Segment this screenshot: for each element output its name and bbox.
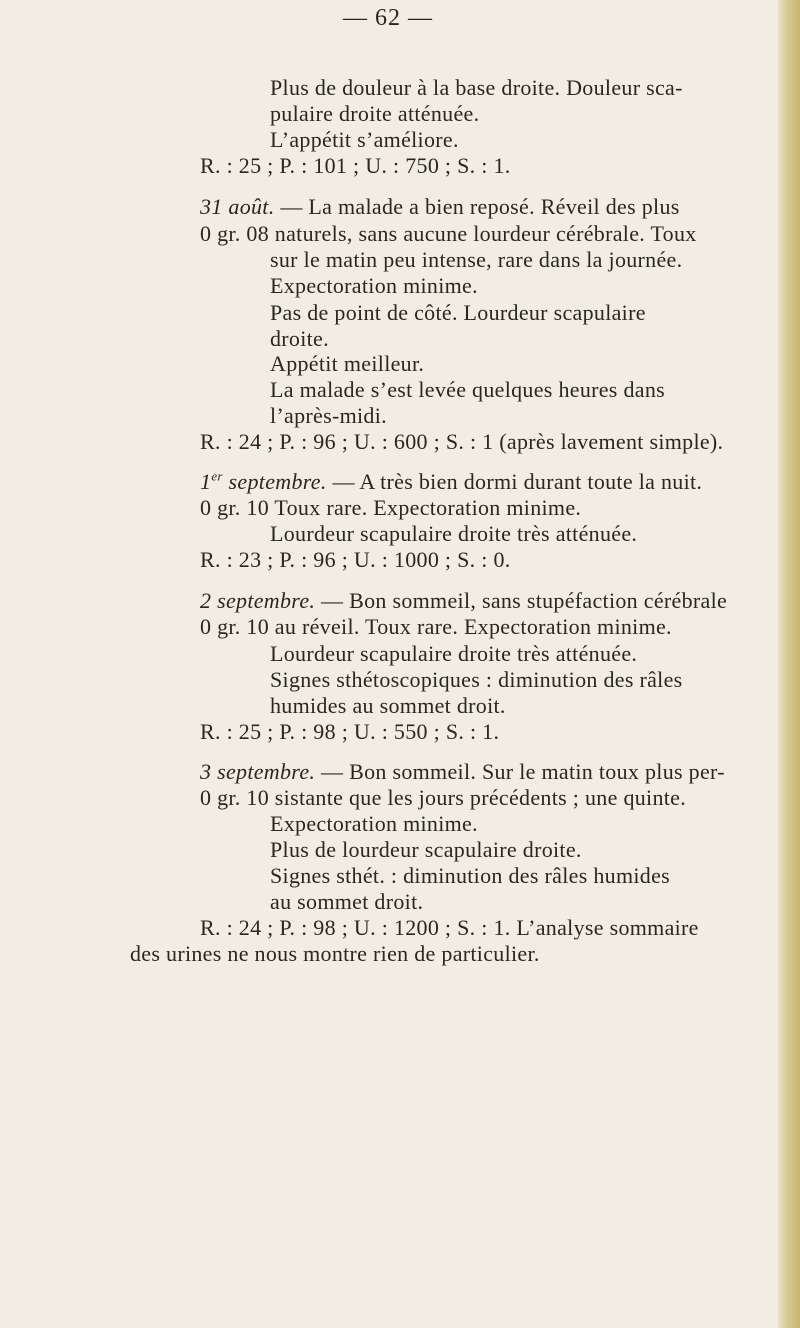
text-line: des urines ne nous montre rien de particulier. (130, 941, 540, 966)
text-line: Signes sthétoscopiques : diminution des râles (270, 667, 683, 692)
text-line: au sommet droit. (270, 889, 424, 914)
entry-heading-2-septembre (200, 587, 727, 615)
entry-date: 31 août. (200, 194, 275, 219)
text-line: Lourdeur scapulaire droite très atténuée. (270, 521, 638, 546)
text-line: Expectoration minime. (270, 811, 478, 836)
text-line: sur le matin peu intense, rare dans la journée. (270, 247, 683, 272)
text-line: La malade s’est levée quelques heures dans (270, 377, 665, 402)
text-line: pulaire droite atténuée. (270, 101, 480, 126)
entry-text: — A très bien dormi durant toute la nuit. (326, 469, 703, 494)
text-line: Expectoration minime. (270, 273, 478, 298)
entry-text: — La malade a bien reposé. Réveil des plus (274, 194, 680, 219)
entry-date: 1er septembre. (200, 468, 327, 494)
text-line: Signes sthét. : diminution des râles humides (270, 863, 671, 888)
text-line: 0 gr. 10 sistante que les jours précédents ; une quinte. (200, 785, 687, 810)
page-number: — 62 — (343, 5, 433, 31)
vitals-line: R. : 24 ; P. : 98 ; U. : 1200 ; S. : 1. L’analyse sommaire (200, 915, 699, 940)
vitals-line: R. : 25 ; P. : 101 ; U. : 750 ; S. : 1. (200, 153, 511, 178)
text-line: l’après-midi. (270, 403, 387, 428)
entry-text: — Bon sommeil, sans stupéfaction cérébrale (315, 588, 728, 613)
entry-date: 3 septembre. (200, 759, 316, 784)
entry-text: — Bon sommeil. Sur le matin toux plus per- (315, 759, 725, 784)
text-line: droite. (270, 326, 329, 351)
text-line: Lourdeur scapulaire droite très atténuée. (270, 641, 638, 666)
text-line: Appétit meilleur. (270, 351, 425, 376)
text-line: 0 gr. 08 naturels, sans aucune lourdeur cérébrale. Toux (200, 221, 697, 246)
entry-heading-31-aout (200, 193, 680, 221)
entry-heading-1er-septembre (200, 468, 702, 496)
text-line: Plus de lourdeur scapulaire droite. (270, 837, 582, 862)
text-line: L’appétit s’améliore. (270, 127, 459, 152)
text-line: humides au sommet droit. (270, 693, 506, 718)
text-line: 0 gr. 10 Toux rare. Expectoration minime. (200, 495, 582, 520)
vitals-line: R. : 24 ; P. : 96 ; U. : 600 ; S. : 1 (après lavement simple). (200, 429, 724, 454)
page-edge-shading (778, 0, 800, 1328)
vitals-line: R. : 25 ; P. : 98 ; U. : 550 ; S. : 1. (200, 719, 500, 744)
entry-date: 2 septembre. (200, 588, 316, 613)
vitals-line: R. : 23 ; P. : 96 ; U. : 1000 ; S. : 0. (200, 547, 511, 572)
entry-heading-3-septembre (200, 758, 725, 786)
text-line: 0 gr. 10 au réveil. Toux rare. Expectoration minime. (200, 614, 672, 639)
text-line: Plus de douleur à la base droite. Douleur sca- (270, 75, 683, 100)
text-line: Pas de point de côté. Lourdeur scapulaire (270, 300, 646, 325)
